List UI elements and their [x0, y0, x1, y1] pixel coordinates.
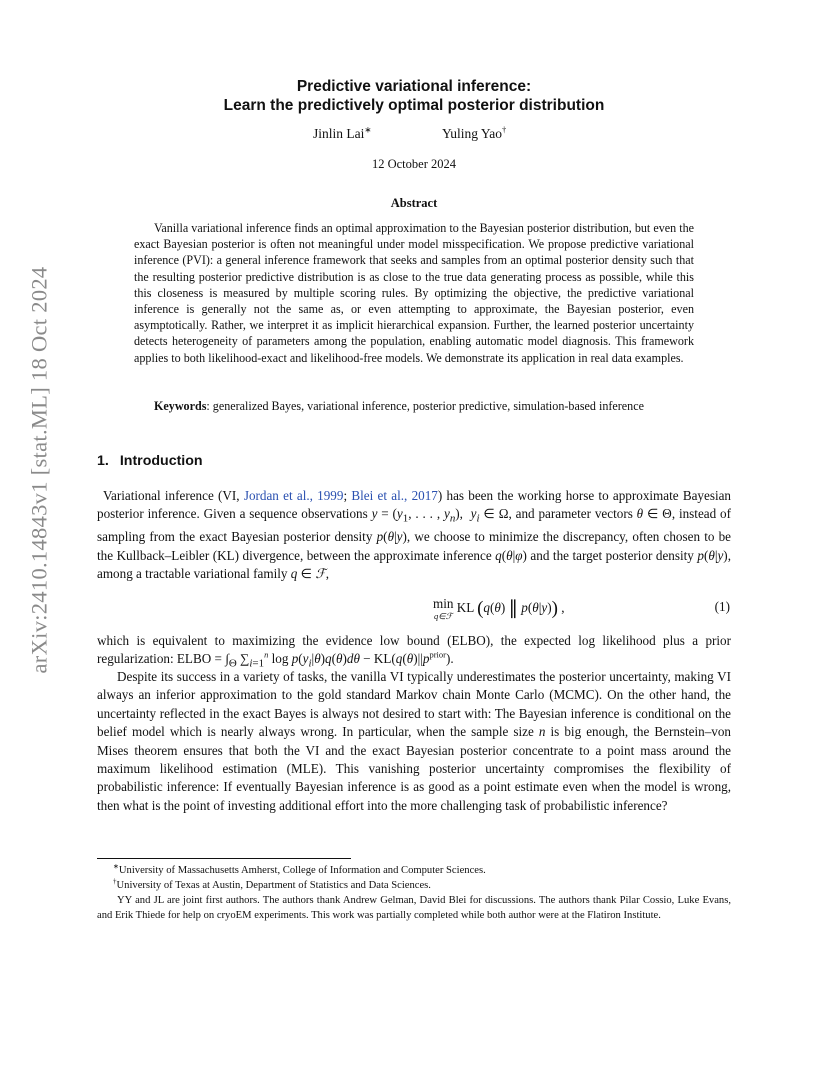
- intro-p1-text-d: , instead of sampling from the exact Bayesian posterior density: [97, 506, 731, 545]
- math-elbo: $\int_\Theta$ $\sum_{i=1}^n$ $\log p(y_i|\theta)q(\theta)d\theta - KL(q(\theta)||p^{prior})$.: [225, 650, 454, 671]
- intro-p2-text-a: which is equivalent to maximizing the evidence low bound (ELBO), the expected log likelihood plus a prior regularization: ELBO =: [97, 633, 731, 667]
- abstract-body: Vanilla variational inference finds an optimal approximation to the Bayesian posterior distribution, but even the exact Bayesian posterior is often not meaningful under model misspecification. We propose predictive variational inference (PVI): a general inference framework that seeks and samples from an optimal posterior density such that the resulting posterior predictive distribution is as close to the true data generating process as possible, while this this closeness is measured by multiple scoring rules. By optimizing the objective, the predictive variational inference is generally not the same as, or even attempting to approximate, the Bayesian posterior, even asymptotically. Rather, we interpret it as implicit hierarchical expansion. Further, the learned posterior uncertainty detects heterogeneity of parameters among the population, enabling automatic model diagnosis. This framework applies to both likelihood-exact and likelihood-free models. We demonstrate its application in real data examples.: [134, 221, 694, 365]
- intro-p3-text-a: Despite its success in a variety of tasks, the vanilla VI typically underestimates the posterior uncertainty, making VI always an inferior approximation to the gold standard Markov chain Monte Carlo (MCMC). On the other hand, the uncertainty reflected in the exact Bayes is always not desired to start with: The Bayesian inference is conditional on the belief model which is nearly always wrong. In particular, when the sample size: [97, 669, 731, 740]
- abstract-heading: Abstract: [390, 196, 438, 210]
- arxiv-identifier-stamp: [22, 266, 56, 674]
- math-sample-size: n: [538, 724, 546, 740]
- equation-1-number: (1): [714, 599, 730, 614]
- footnote-2-mark: †: [113, 877, 117, 886]
- author-2-mark: †: [502, 124, 507, 135]
- math-parameters: θ: [636, 506, 644, 522]
- citation-separator: ;: [343, 488, 352, 503]
- intro-p1-text-a: Variational inference (VI,: [103, 488, 244, 503]
- footnote-1-mark: ∗: [113, 862, 119, 871]
- section-title: Introduction: [119, 453, 203, 469]
- math-observations: y: [371, 506, 378, 522]
- intro-paragraph-1: Variational inference (VI, Jordan et al., 1999; Blei et al., 2017) has been the working horse to approximate Bayesian posterior inference. Given a sequence observations $y = (y_1$, . . . , $y_n$), $y_i$ ∈ Ω, and parameter vectors θ ∈ Θ, instead of sampling from the exact Bayesian posterior density p(θ|y), we choose to minimize the discrepancy, often chosen to be the Kullback–Leibler (KL) divergence, between the approximate inference q(θ|φ) and the target posterior density p(θ|y), among a tractable variational family q ∈ ℱ,: [97, 488, 732, 582]
- math-family: q: [290, 566, 298, 582]
- author-1-name: Jinlin Lai: [313, 126, 365, 141]
- keywords: [134, 398, 694, 414]
- intro-p1-text-f: and the target posterior density: [526, 547, 698, 563]
- author-2-name: Yuling Yao: [442, 126, 503, 141]
- footnote-separator: [97, 858, 351, 859]
- paper-title-line-1: Predictive variational inference:: [296, 78, 532, 95]
- keywords-label: Keywords: [154, 399, 207, 413]
- intro-p1-text-e: , we choose to minimize the discrepancy, often chosen to be the Kullback–Leibler (KL) divergence, between the approximate inference: [97, 529, 731, 563]
- arxiv-identifier-text: arXiv:2410.14843v1 [stat.ML] 18 Oct 2024: [26, 266, 52, 674]
- math-approx: q: [495, 547, 502, 563]
- footnote-1-text: University of Massachusetts Amherst, College of Information and Computer Sciences.: [118, 865, 486, 876]
- citation-jordan-1999[interactable]: Jordan et al., 1999: [243, 488, 344, 503]
- equation-1-body: min q∈ℱ KL (q(θ) ∥ p(θ|y)) ,: [433, 596, 565, 621]
- intro-p1-text-c: , and parameter vectors: [508, 506, 637, 522]
- math-target: p: [697, 547, 704, 563]
- footnote-1: [97, 864, 731, 879]
- intro-p3-text-b: is big enough, the Bernstein–von Mises theorem ensures that both the VI and the exact Bayesian posterior concentrate to a point mass around the maximum likelihood estimation (MLE). This vanishing posterior uncertainty compromises the flexibility of probabilistic inference: If eventually Bayesian inference is as good as a point estimate even when the model is wrong, then what is the point of investing additional effort into the more challenging task of probabilistic inference?: [97, 724, 731, 813]
- section-heading-introduction: [97, 453, 203, 469]
- author-2: [442, 126, 506, 142]
- author-1: [313, 126, 372, 142]
- intro-p1-text-b: ) has been the working horse to approximate Bayesian posterior inference. Given a sequence observations: [97, 488, 732, 522]
- keywords-list: : generalized Bayes, variational inference, posterior predictive, simulation-based inference: [206, 399, 644, 413]
- citation-blei-2017[interactable]: Blei et al., 2017: [351, 488, 438, 503]
- math-posterior: p: [376, 529, 384, 545]
- author-1-mark: ∗: [364, 124, 372, 135]
- publication-date: 12 October 2024: [371, 157, 456, 171]
- footnote-2: [97, 879, 731, 894]
- footnote-3: YY and JL are joint first authors. The authors thank Andrew Gelman, David Blei for discussions. The authors thank Pilar Cossio, Luke Evans, and Erik Thiede for help on cryoEM experiments. This work was partially completed while both author were at the Flatiron Institute.: [97, 895, 731, 921]
- paper-title-line-2: Learn the predictively optimal posterior distribution: [223, 97, 605, 114]
- intro-paragraph-3: [97, 668, 731, 815]
- equation-1: [97, 593, 731, 627]
- section-number: 1.: [97, 453, 109, 469]
- footnote-2-text: University of Texas at Austin, Department of Statistics and Data Sciences.: [116, 880, 431, 891]
- intro-p1-text-g: , among a tractable variational family: [97, 547, 731, 582]
